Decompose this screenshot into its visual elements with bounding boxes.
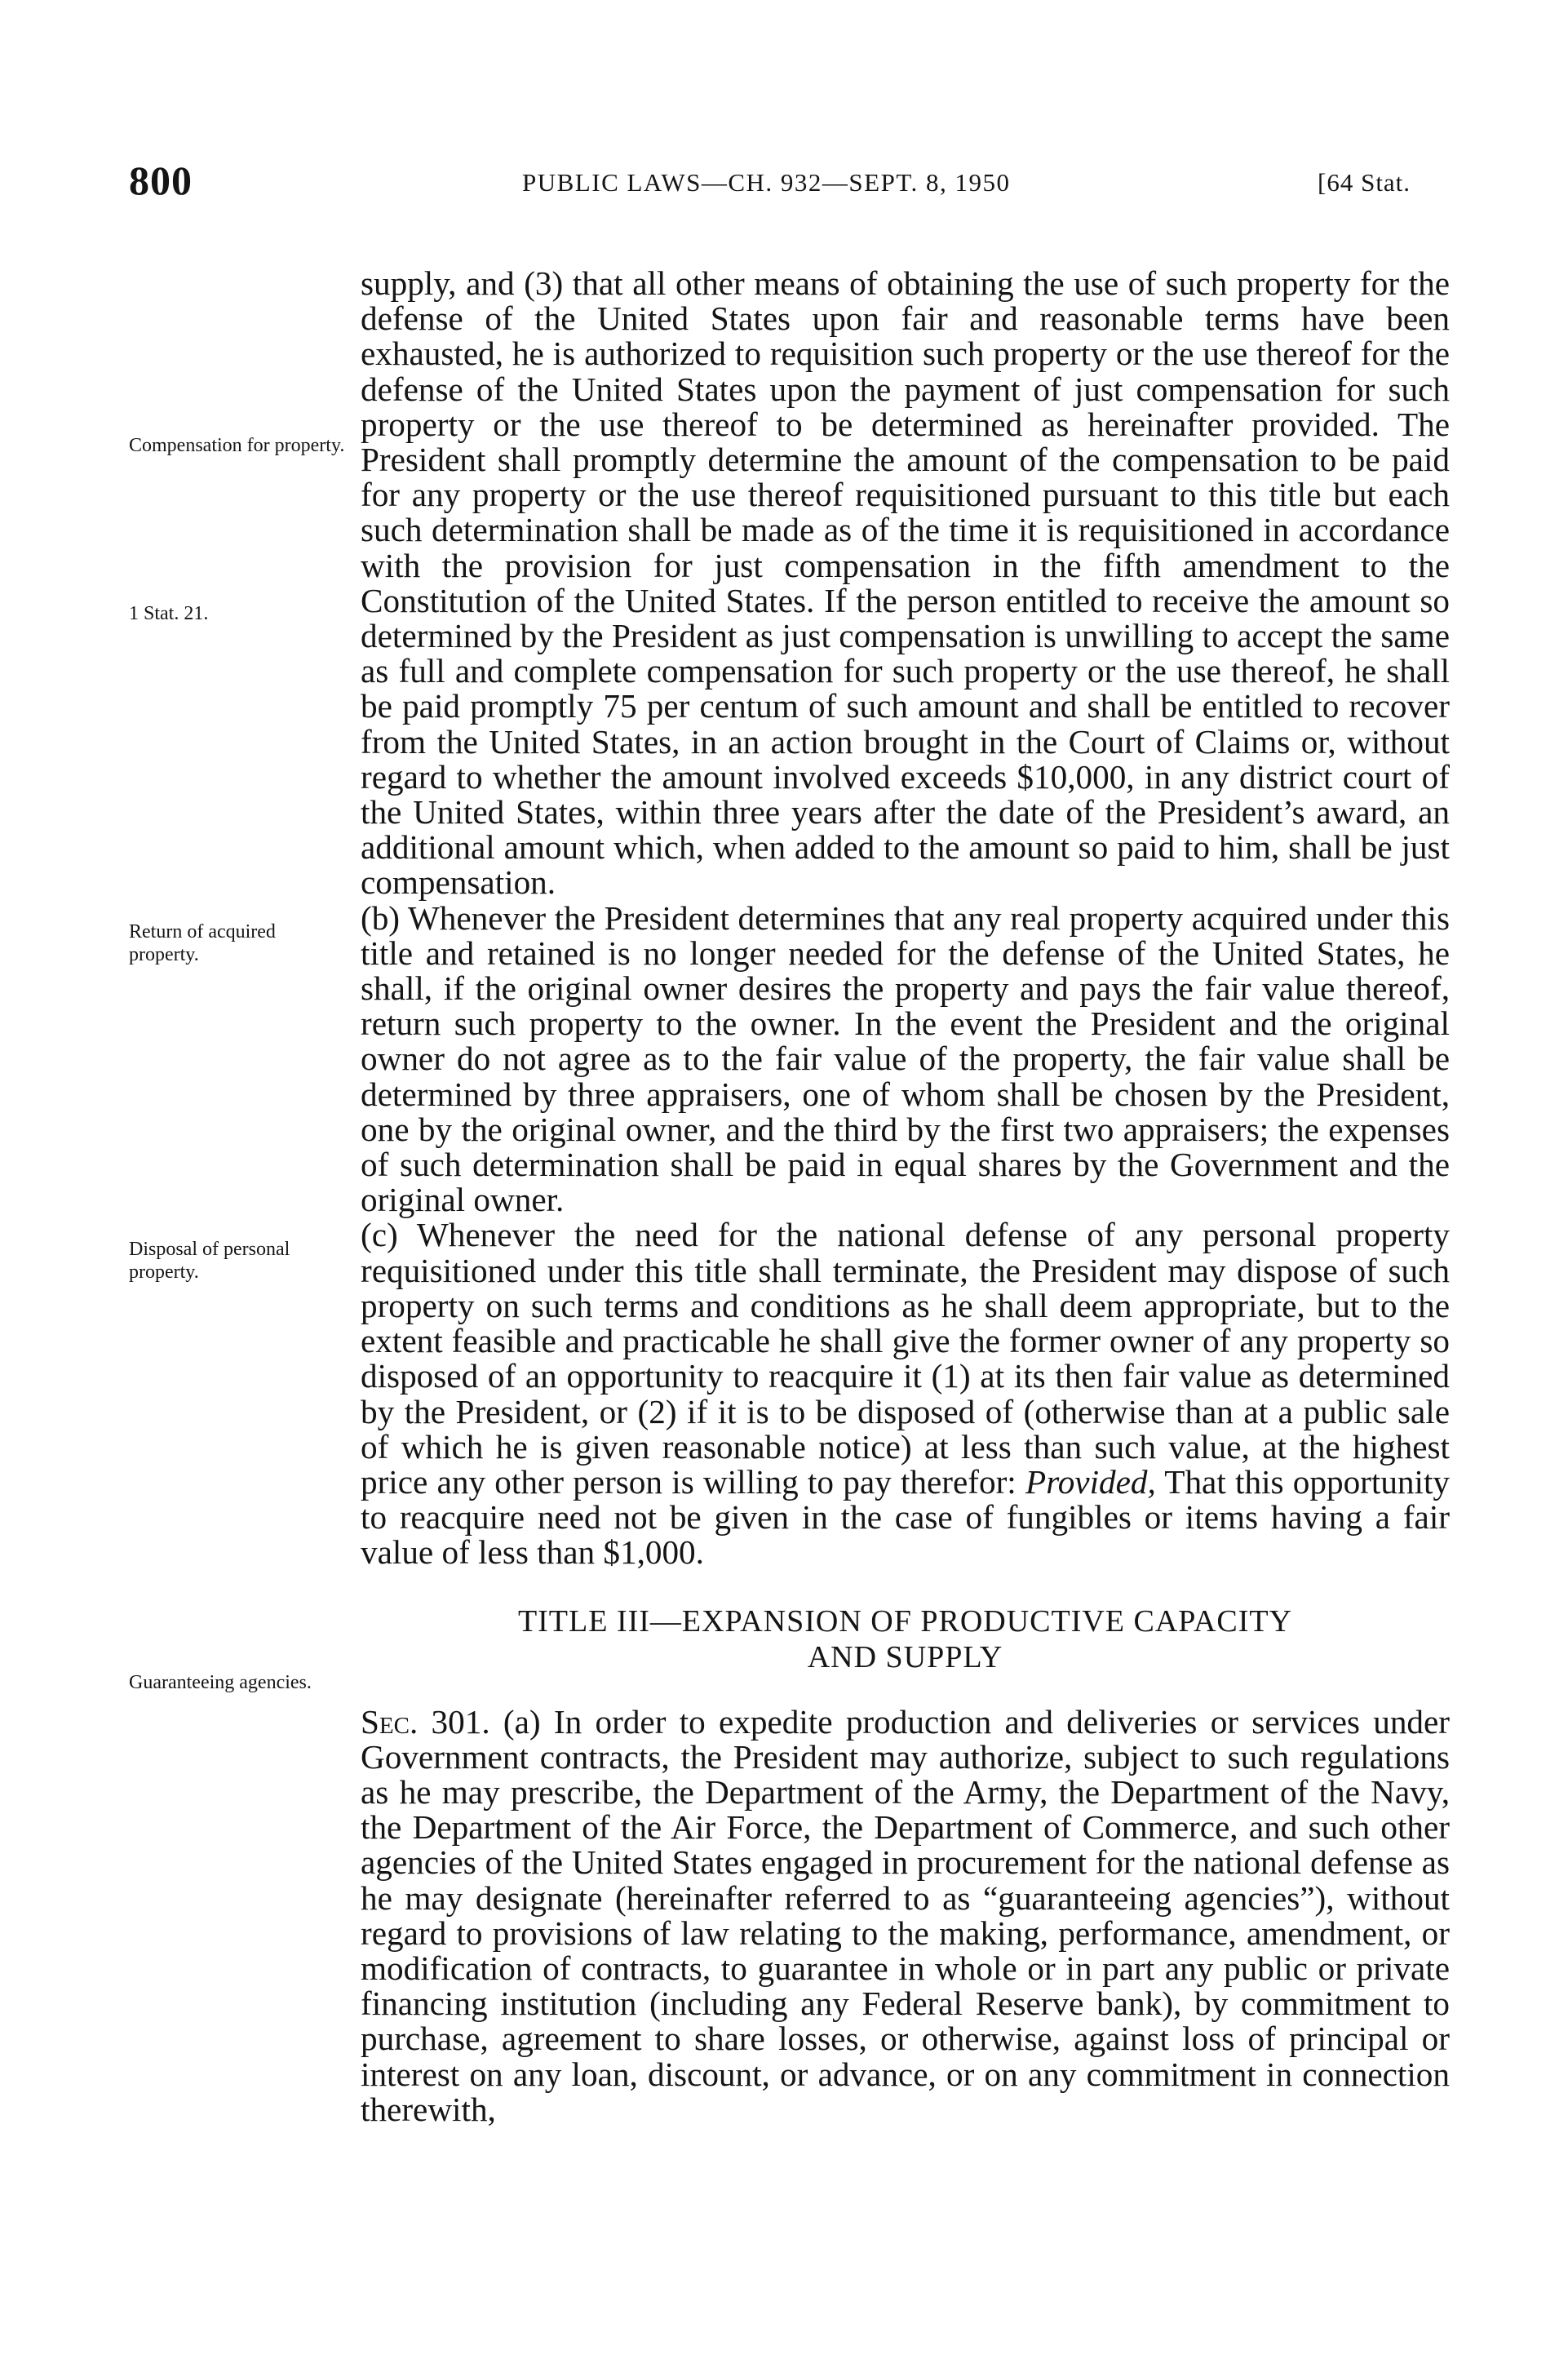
paragraph-c-text: (c) Whenever the need for the national defense of any personal property requisitioned under this title shall terminate, the President may dispose of such property on such terms and conditions as he shall deem appropriate, but to the extent feasible and practicable he shall give the former owner of any property so disposed of an opportunity to reacquire it (1) at its then fair value as determined by the President, or (2) if it is to be disposed of (otherwise than at a public sale of which he is given reasonable notice) at less than such value, at the highest price any other person is willing to pay therefor:: [361, 1216, 1450, 1501]
paragraph-c: [361, 1217, 1450, 1570]
running-head: PUBLIC LAWS—CH. 932—SEPT. 8, 1950: [522, 168, 1011, 197]
margin-note-compensation: Compensation for property.: [129, 435, 345, 456]
title-heading-line-1: TITLE III—EXPANSION OF PRODUCTIVE CAPACITY: [517, 1603, 1293, 1639]
title-heading-line-2: AND SUPPLY: [807, 1639, 1003, 1674]
body-text: [361, 266, 1450, 2127]
paragraph-a-continued: supply, and (3) that all other means of obtaining the use of such property for the defense of the United States upon fair and reasonable terms have been exhausted, he is authorized to requisition such property or the use thereof for the defense of the United States upon the payment of just compensation for such property or the use thereof to be determined as hereinafter provided. The President shall promptly determine the amount of the compensation to be paid for any property or the use thereof requisitioned pursuant to this title but each such determination shall be made as of the time it is requisitioned in accordance with the provision for just compensation in the fifth amendment to the Constitution of the United States. If the person entitled to receive the amount so determined by the President as just compensation is unwilling to accept the same as full and complete compensation for such property or the use thereof, he shall be paid promptly 75 per centum of such amount and shall be entitled to recover from the United States, in an action brought in the Court of Claims or, without regard to whether the amount involved exceeds $10,000, in any district court of the United States, within three years after the date of the President’s award, an additional amount which, when added to the amount so paid to him, shall be just compensation.: [361, 264, 1450, 902]
volume-reference: [64 Stat.: [1318, 168, 1411, 197]
paragraph-b: (b) Whenever the President determines that any real property acquired under this title and retained is no longer needed for the defense of the United States, he shall, if the original owner desires the property and pays the fair value thereof, return such property to the owner. In the event the President and the original owner do not agree as to the fair value of the property, the fair value shall be determined by three appraisers, one of whom shall be chosen by the President, one by the original owner, and the third by the first two appraisers; the expenses of such determination shall be paid in equal shares by the Government and the original owner.: [361, 898, 1450, 1219]
margin-note-stat-reference: 1 Stat. 21.: [129, 603, 209, 624]
paragraph-c-proviso-text: That this opportunity to reacquire need not be given in the case of fungibles or items having a fair value of less than $1,000.: [361, 1462, 1451, 1572]
page-number: 800: [129, 157, 193, 203]
section-301: [361, 1702, 1451, 2128]
section-301-text: (a) In order to expedite production and deliveries or services under Government contracts, the President may authorize, subject to such regulations as he may prescribe, the Department of the Army, the Department of the Navy, the Department of the Air Force, the Department of Commerce, and such other agencies of the United States engaged in procurement for the national defense as he may designate (hereinafter referred to as “guaranteeing agencies”), without regard to provisions of law relating to the making, performance, amendment, or modification of contracts, to guarantee in whole or in part any public or private financing institution (including any Federal Reserve bank), by commitment to purchase, agreement to share losses, or otherwise, against loss of principal or interest on any loan, discount, or advance, or on any commitment in connection therewith,: [361, 1702, 1451, 2128]
section-label: Sec. 301.: [361, 1702, 490, 1741]
margin-note-disposal: Disposal of personal property.: [129, 1239, 290, 1283]
page-header: [0, 157, 1568, 214]
title-heading: [393, 1603, 1417, 1675]
margin-note-guaranteeing: Guaranteeing agencies.: [129, 1672, 312, 1693]
proviso: Provided,: [1025, 1462, 1156, 1501]
margin-note-return: Return of acquired property.: [129, 921, 276, 965]
